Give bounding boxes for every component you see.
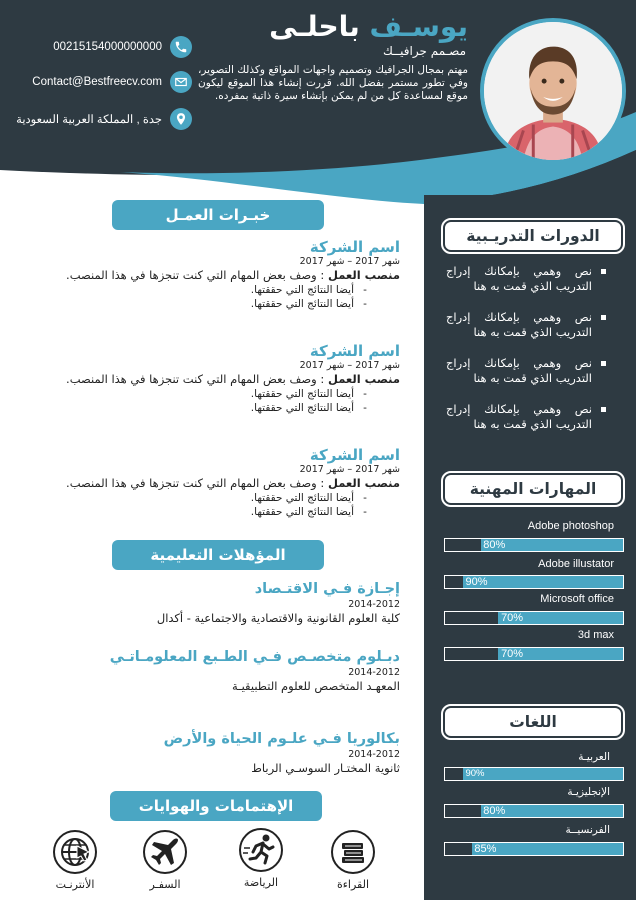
achievements-list [20, 387, 400, 415]
languages-heading: اللغات [443, 706, 623, 738]
skill-percent: 80% [483, 539, 506, 551]
list-item: نص وهمي بإمكانك إدراج التدريب الذي قمت به هنا [446, 310, 608, 340]
work-period: شهر 2017 – شهر 2017 [299, 360, 400, 371]
school-name: كلية العلوم القانونية والاقتصادية والاجتماعية - أكدال [156, 611, 400, 625]
language-bar [444, 804, 624, 818]
education-item [20, 730, 400, 776]
work-period: شهر 2017 – شهر 2017 [299, 464, 400, 475]
language-name: العربيـة [578, 751, 610, 763]
experience-item [20, 446, 400, 519]
airplane-icon [143, 830, 187, 874]
list-item: - أيضا النتائج التي حققتها. [20, 387, 372, 401]
skill-name: Adobe photoshop [527, 520, 614, 532]
phone-icon [170, 36, 192, 58]
list-item: - أيضا النتائج التي حققتها. [20, 491, 372, 505]
full-name [269, 10, 468, 43]
hobby-label: الرياضة [243, 876, 279, 889]
profile-photo [480, 18, 626, 164]
company-name: اسم الشركة [309, 446, 400, 464]
job-role: منصب العمل : وصف بعض المهام التي كنت تنجزها في هذا المنصب. [66, 372, 400, 386]
hobby-item [140, 830, 190, 891]
education-years: 2014-2012 [348, 749, 400, 760]
bio-text: مهتم بمجال الجرافيك وتصميم واجهات المواقع وكذلك التصوير، وفي تطور مستمر بفضل الله. قررت إنشاء هذا الموقع ليكون موقع لمساعدة كل من لم يمكن بإنشاء سيرة ذاتية بمفرده. [198, 64, 468, 102]
language-name: الفرنسيــة [565, 824, 610, 836]
language-percent: 80% [483, 805, 506, 817]
skill-percent: 70% [501, 612, 524, 624]
education-years: 2014-2012 [348, 667, 400, 678]
list-item: - أيضا النتائج التي حققتها. [20, 401, 372, 415]
skill-bar [444, 575, 624, 589]
hobby-label: السفـر [149, 878, 181, 891]
first-name: يوسـف [369, 10, 468, 43]
last-name: باحلـى [269, 10, 360, 43]
envelope-icon [170, 71, 192, 93]
hobby-item [236, 828, 286, 889]
skill-name: Microsoft office [540, 593, 614, 605]
list-item: - أيضا النتائج التي حققتها. [20, 297, 372, 311]
degree-title: بكالوريا فـي علـوم الحياة والأرض [163, 731, 400, 747]
education-heading: المؤهلات التعليمية [112, 540, 324, 570]
achievements-list [20, 283, 400, 311]
language-bar-fill [463, 768, 623, 780]
experience-item [20, 238, 400, 311]
job-title: مصـمم جرافيــك [383, 44, 466, 58]
courses-heading: الدورات التدريـبية [443, 220, 623, 252]
language-percent: 90% [465, 768, 485, 779]
language-bar [444, 842, 624, 856]
company-name: اسم الشركة [309, 342, 400, 360]
skill-bar [444, 611, 624, 625]
skills-heading: المهارات المهنية [443, 473, 623, 505]
list-item: نص وهمي بإمكانك إدراج التدريب الذي قمت به هنا [446, 264, 608, 294]
degree-title: إجـازة فـي الاقتـصاد [254, 581, 400, 597]
school-name: المعهـد المتخصص للعلوم التطبيقيـة [232, 679, 400, 693]
phone-text: 00215154000000000 [53, 41, 162, 53]
education-item [20, 580, 400, 626]
hobby-label: القراءة [336, 878, 370, 891]
skill-name: Adobe illustator [538, 558, 614, 570]
list-item: نص وهمي بإمكانك إدراج التدريب الذي قمت به هنا [446, 402, 608, 432]
school-name: ثانوية المختـار السوسـي الرباط [251, 761, 400, 775]
contact-phone[interactable] [0, 35, 192, 59]
education-item [20, 648, 400, 694]
location-pin-icon [170, 108, 192, 130]
hobby-item [328, 830, 378, 891]
company-name: اسم الشركة [309, 238, 400, 256]
hobbies-heading: الإهتمامات والهوايات [110, 791, 322, 821]
skill-percent: 90% [465, 576, 488, 588]
skill-name: 3d max [577, 629, 614, 641]
globe-icon [53, 830, 97, 874]
degree-title: دبـلوم متخصـص فـي الطـبع المعلومـاتـي [109, 649, 400, 665]
contact-address [0, 107, 192, 131]
experience-item [20, 342, 400, 415]
skill-bar [444, 538, 624, 552]
language-percent: 85% [474, 843, 497, 855]
list-item: نص وهمي بإمكانك إدراج التدريب الذي قمت به هنا [446, 356, 608, 386]
hobby-item [50, 830, 100, 891]
skill-bar [444, 647, 624, 661]
books-icon [331, 830, 375, 874]
language-name: الإنجليزيـة [567, 786, 610, 798]
address-text: جدة , المملكة العربية السعودية [16, 114, 162, 126]
email-text: Contact@Bestfreecv.com [32, 76, 162, 88]
achievements-list [20, 491, 400, 519]
avatar [484, 22, 622, 160]
hobby-label: الأنترنـت [55, 878, 95, 891]
work-period: شهر 2017 – شهر 2017 [299, 256, 400, 267]
language-bar [444, 767, 624, 781]
job-role: منصب العمل : وصف بعض المهام التي كنت تنجزها في هذا المنصب. [66, 268, 400, 282]
education-years: 2014-2012 [348, 599, 400, 610]
contact-email[interactable] [0, 70, 192, 94]
runner-icon [239, 828, 283, 872]
list-item: - أيضا النتائج التي حققتها. [20, 505, 372, 519]
experience-heading: خبـرات العمـل [112, 200, 324, 230]
list-item: - أيضا النتائج التي حققتها. [20, 283, 372, 297]
job-role: منصب العمل : وصف بعض المهام التي كنت تنجزها في هذا المنصب. [66, 476, 400, 490]
skill-percent: 70% [501, 648, 524, 660]
